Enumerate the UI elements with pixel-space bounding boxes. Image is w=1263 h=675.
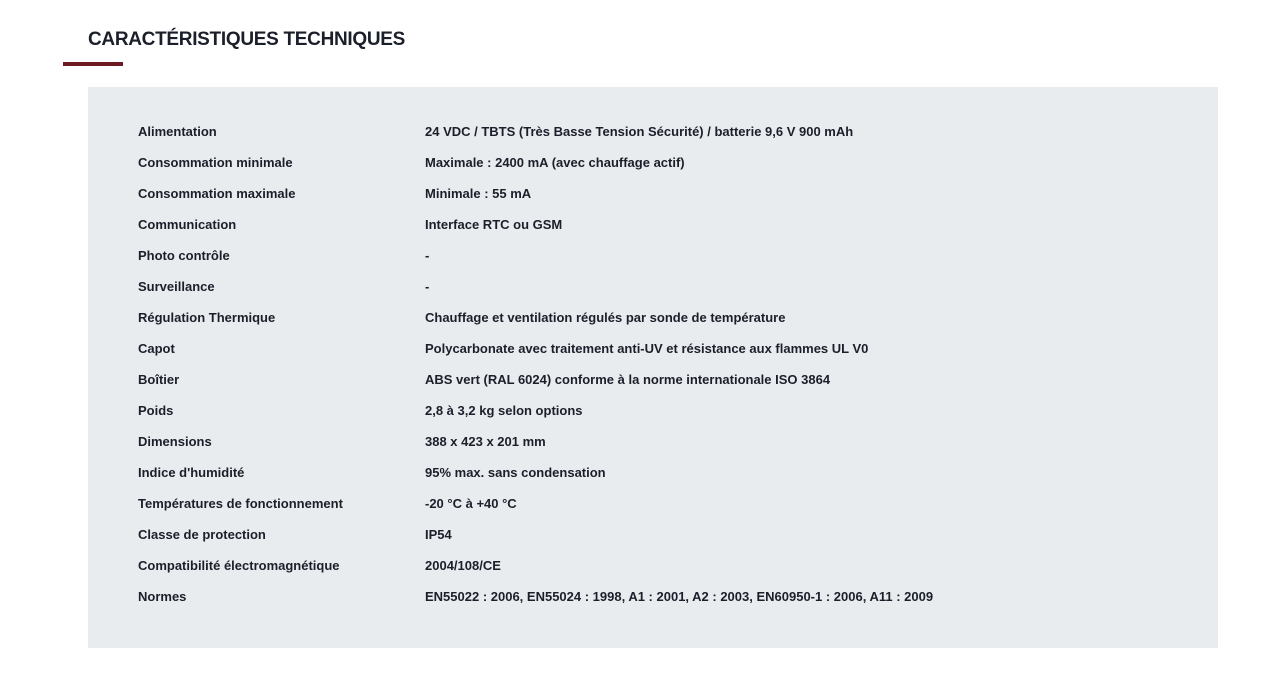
spec-value: - — [425, 248, 430, 263]
spec-label: Dimensions — [138, 434, 212, 449]
spec-value: -20 °C à +40 °C — [425, 496, 517, 511]
spec-value: 95% max. sans condensation — [425, 465, 606, 480]
spec-label: Normes — [138, 589, 187, 604]
spec-label: Alimentation — [138, 124, 217, 139]
spec-label: Classe de protection — [138, 527, 266, 542]
spec-value: 2,8 à 3,2 kg selon options — [425, 403, 583, 418]
spec-label: Consommation minimale — [138, 155, 293, 170]
title-underline — [63, 62, 123, 66]
spec-row — [138, 116, 933, 147]
spec-row — [138, 519, 933, 550]
spec-label: Capot — [138, 341, 175, 356]
spec-value: Polycarbonate avec traitement anti-UV et résistance aux flammes UL V0 — [425, 341, 869, 356]
spec-row — [138, 147, 933, 178]
spec-label: Régulation Thermique — [138, 310, 276, 325]
spec-value: Chauffage et ventilation régulés par sonde de température — [425, 310, 786, 325]
spec-row — [138, 209, 933, 240]
spec-value: ABS vert (RAL 6024) conforme à la norme internationale ISO 3864 — [425, 372, 831, 387]
spec-row — [138, 395, 933, 426]
spec-label: Températures de fonctionnement — [138, 496, 343, 511]
spec-label: Surveillance — [138, 279, 215, 294]
spec-row — [138, 178, 933, 209]
spec-value: 2004/108/CE — [425, 558, 501, 573]
spec-row — [138, 426, 933, 457]
spec-row — [138, 302, 933, 333]
spec-value: EN55022 : 2006, EN55024 : 1998, A1 : 2001, A2 : 2003, EN60950-1 : 2006, A11 : 2009 — [425, 589, 934, 604]
specs-panel — [88, 87, 1218, 648]
spec-value: IP54 — [425, 527, 452, 542]
spec-label: Poids — [138, 403, 174, 418]
spec-row — [138, 333, 933, 364]
spec-row — [138, 364, 933, 395]
spec-value: - — [425, 279, 430, 294]
spec-label: Photo contrôle — [138, 248, 230, 263]
spec-label: Communication — [138, 217, 237, 232]
spec-row — [138, 550, 933, 581]
spec-label: Boîtier — [138, 372, 180, 387]
spec-value: Maximale : 2400 mA (avec chauffage actif) — [425, 155, 685, 170]
section-title: CARACTÉRISTIQUES TECHNIQUES — [88, 29, 406, 50]
spec-row — [138, 240, 933, 271]
spec-row — [138, 488, 933, 519]
spec-value: Interface RTC ou GSM — [425, 217, 563, 232]
spec-value: 24 VDC / TBTS (Très Basse Tension Sécurité) / batterie 9,6 V 900 mAh — [425, 124, 854, 139]
spec-row — [138, 581, 933, 612]
spec-label: Indice d'humidité — [138, 465, 245, 480]
spec-label: Compatibilité électromagnétique — [138, 558, 340, 573]
spec-label: Consommation maximale — [138, 186, 296, 201]
spec-row — [138, 457, 933, 488]
spec-value: Minimale : 55 mA — [425, 186, 532, 201]
spec-row — [138, 271, 933, 302]
specs-table — [138, 116, 933, 612]
spec-value: 388 x 423 x 201 mm — [425, 434, 546, 449]
